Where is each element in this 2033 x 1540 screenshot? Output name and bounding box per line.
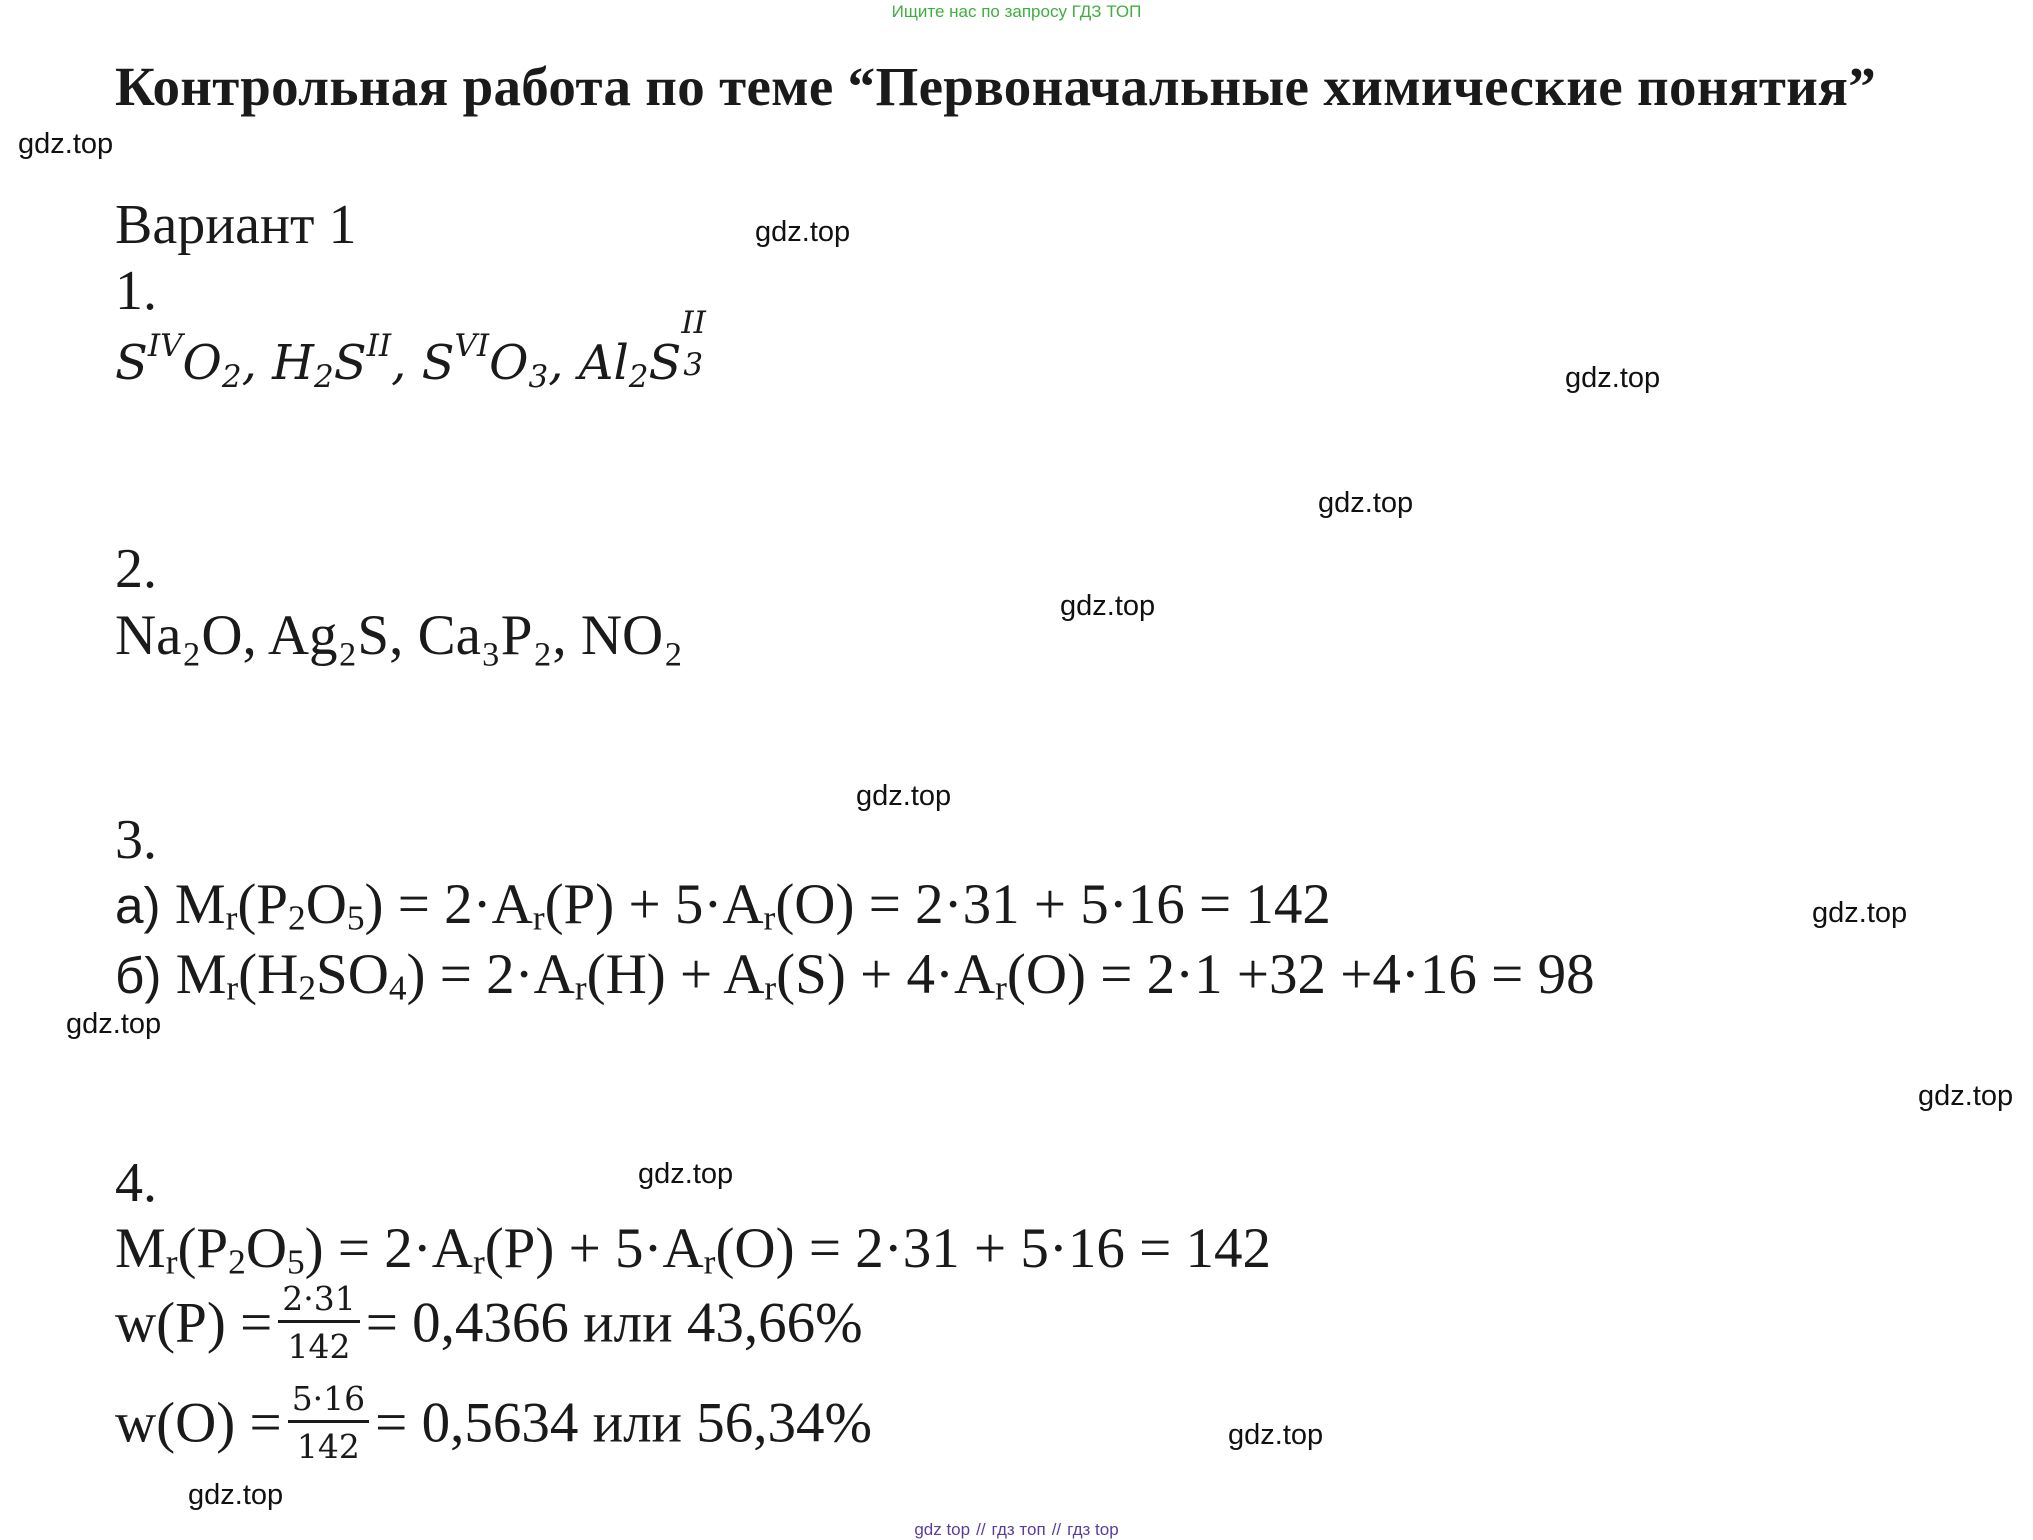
task-2-number: 2.: [115, 538, 157, 600]
task-3-number: 3.: [115, 809, 157, 871]
search-banner: Ищите нас по запросу ГДЗ ТОП: [891, 2, 1142, 21]
task-3-line-b: б) Mr(H2SO4) = 2·Ar(H) + Ar(S) + 4·Ar(O) = 2·1 +32 +4·16 = 98: [115, 943, 1595, 1008]
formula: $Al_2S$ II 3: [578, 305, 706, 395]
watermark: gdz.top: [1060, 590, 1156, 622]
watermark: gdz.top: [1565, 362, 1661, 394]
watermark: gdz.top: [18, 128, 114, 160]
watermark: gdz.top: [188, 1479, 284, 1511]
variant-heading: Вариант 1: [115, 194, 357, 256]
page-title: Контрольная работа по теме “Первоначальные химические понятия”: [115, 56, 1877, 117]
formula: Na₂O: [115, 604, 243, 667]
watermark: gdz.top: [1812, 897, 1908, 929]
watermark: gdz.top: [1918, 1080, 2014, 1112]
task-3-line-a: а) Mr(P2O5) = 2·Ar(P) + 5·Ar(O) = 2·31 + 5·16 = 142: [115, 873, 1331, 938]
formula: NO₂: [580, 604, 684, 667]
formula: $H_2S^{II}$: [272, 327, 392, 395]
footer-links: [0, 1520, 2033, 1540]
mass-fraction-o: w(O) = $\frac{5\cdot 16}{142}$ = 0,5634 или 56,34%: [115, 1379, 873, 1466]
footer-separator: //: [976, 1520, 986, 1539]
footer-separator: //: [1051, 1520, 1062, 1539]
footer-link[interactable]: гдз топ: [991, 1520, 1046, 1539]
formula: Ca₃P₂: [417, 604, 553, 667]
task-2-formulas: Na₂O, Ag₂S, Ca₃P₂, NO₂: [115, 604, 684, 667]
task-4-number: 4.: [115, 1152, 157, 1214]
watermark: gdz.top: [66, 1008, 162, 1040]
mass-fraction-p: w(P) = $\frac{2\cdot 31}{142}$ = 0,4366 или 43,66%: [115, 1279, 863, 1366]
watermark: gdz.top: [755, 216, 851, 248]
footer-link[interactable]: гдз top: [1067, 1520, 1119, 1539]
formula: $S^{IV}O_2$: [115, 327, 242, 395]
watermark: gdz.top: [1228, 1419, 1324, 1451]
watermark: gdz.top: [1318, 487, 1414, 519]
fraction: $\frac{5\cdot 16}{142}$: [288, 1379, 369, 1466]
task-4-molar-mass: Mr(P2O5) = 2·Ar(P) + 5·Ar(O) = 2·31 + 5·16 = 142: [115, 1217, 1271, 1282]
formula: Ag₂S: [267, 604, 390, 667]
watermark: gdz.top: [638, 1158, 734, 1190]
task-1-formulas: $S^{IV}O_2$, $H_2S^{II}$, $S^{VI}O_3$, $Al_2S$ II 3: [115, 305, 706, 395]
task-1-number: 1.: [115, 260, 157, 322]
watermark: gdz.top: [856, 780, 952, 812]
fraction: $\frac{2\cdot 31}{142}$: [278, 1279, 359, 1366]
footer-link[interactable]: gdz top: [914, 1520, 971, 1539]
formula: $S^{VI}O_3$: [421, 327, 549, 395]
